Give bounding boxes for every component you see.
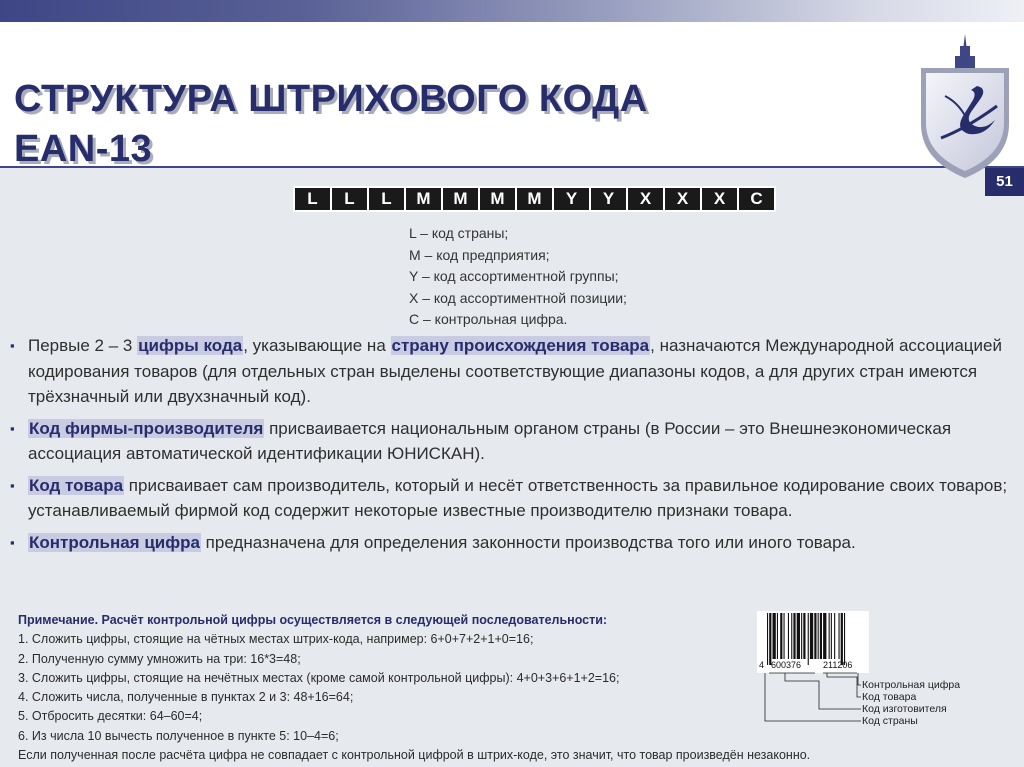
bullet-check-digit: ▪ Контрольная цифра предназначена для определения законности производства того или иного товара. — [10, 530, 1010, 556]
top-gradient-bar — [0, 0, 1024, 22]
legend-item: L – код страны; — [409, 225, 509, 241]
highlight-term: страну происхождения товара — [391, 336, 650, 355]
barcode-bar — [784, 613, 785, 659]
barcode-bar — [801, 613, 802, 659]
code-cell: M — [480, 188, 515, 210]
bullet-list — [10, 333, 1010, 561]
note-step: 6. Из числа 10 вычесть полученное в пункте 5: 10–4=6; — [18, 728, 339, 743]
barcode-bar — [839, 613, 840, 659]
code-cell: M — [517, 188, 552, 210]
title-line-1: СТРУКТУРА ШТРИХОВОГО КОДА — [14, 78, 648, 120]
university-emblem-icon — [915, 32, 1015, 180]
bullet-country-code: ▪ Первые 2 – 3 цифры кода, указывающие на страну происхождения товара, назначаются Международной ассоциацией кодирования товаров (для отдельных стран выделены соответствующие диапазоны кодов, а для других стран имеются трёхзначный или двухзначный код). — [10, 333, 1010, 410]
barcode-digit-first: 4 — [759, 660, 765, 670]
code-cell: L — [369, 188, 404, 210]
barcode-bar — [818, 613, 819, 659]
barcode-bar — [814, 613, 816, 659]
code-legend — [409, 223, 627, 331]
bullet-square-icon: ▪ — [10, 338, 15, 353]
barcode-label-manufacturer-code: Код изготовителя — [862, 703, 947, 715]
barcode-bar — [788, 613, 789, 659]
barcode-bar — [831, 613, 832, 659]
highlight-term: Контрольная цифра — [29, 532, 200, 552]
barcode-label-check-digit: Контрольная цифра — [862, 679, 961, 691]
note-footer: Если полученная после расчёта цифра не совпадает с контрольной цифрой в штрих-коде, это значит, что товар произведён незаконно. — [18, 748, 811, 763]
title-line-2: EAN-13 — [14, 128, 153, 170]
barcode-bar — [829, 613, 830, 659]
code-cell: M — [406, 188, 441, 210]
barcode-bar — [841, 613, 843, 665]
ean13-structure-bar — [293, 186, 776, 212]
note-step: 1. Сложить цифры, стоящие на чётных местах штрих-кода, например: 6+0+7+2+1+0=16; — [18, 632, 534, 647]
legend-item: M – код предприятия; — [409, 246, 550, 263]
barcode-bar — [767, 613, 768, 665]
page-number: 51 — [985, 168, 1024, 196]
code-cell: Y — [554, 188, 589, 210]
barcode-bar — [769, 613, 771, 665]
barcode-bar — [844, 613, 845, 665]
barcode-label-country-code: Код страны — [862, 715, 918, 727]
barcode-bar — [808, 613, 809, 665]
barcode-digits-group1: 600376 — [771, 660, 802, 670]
code-cell: X — [702, 188, 737, 210]
note-step: 2. Полученную сумму умножить на три: 16*3=48; — [18, 651, 301, 666]
bullet-manufacturer-code: ▪ Код фирмы-производителя присваивается национальным органом страны (в России – это Внешнеэкономическая ассоциация автоматической идентификации ЮНИСКАН). — [10, 416, 1010, 467]
barcode-digits-group2: 211206 — [823, 660, 853, 670]
note-heading: Примечание. Расчёт контрольной цифры осуществляется в следующей последовательности: — [18, 613, 608, 627]
highlight-term: Код товара — [29, 475, 124, 495]
code-cell: L — [332, 188, 367, 210]
note-step: 4. Сложить числа, полученные в пунктах 2 и 3: 48+16=64; — [18, 690, 354, 705]
barcode-bar — [791, 613, 792, 659]
legend-item: Y – код ассортиментной группы; — [409, 268, 619, 284]
barcode-bar — [777, 613, 778, 659]
barcode-bar — [797, 613, 800, 659]
barcode-label-product-code: Код товара — [862, 691, 917, 703]
bullet-square-icon: ▪ — [10, 477, 15, 493]
code-cell: L — [295, 188, 330, 210]
highlight-term: Код фирмы-производителя — [29, 418, 264, 438]
code-cell: Y — [591, 188, 626, 210]
note-step: 3. Сложить цифры, стоящие на нечётных местах (кроме самой контрольной цифры): 4+0+3+6+1+2=16; — [18, 670, 620, 685]
highlight-term: цифры кода — [138, 336, 243, 355]
header — [0, 22, 1024, 168]
barcode-bar — [803, 613, 805, 659]
page-title — [14, 74, 648, 174]
barcode-bar — [773, 613, 776, 659]
barcode-example — [757, 611, 987, 731]
barcode-bar — [810, 613, 813, 659]
barcode-bar — [793, 613, 795, 659]
note-step: 5. Отбросить десятки: 64–60=4; — [18, 709, 203, 724]
code-cell: C — [739, 188, 774, 210]
bullet-square-icon: ▪ — [10, 420, 15, 436]
bullet-product-code: ▪ Код товара присваивает сам производитель, который и несёт ответственность за правильное кодирование своих товаров; устанавливаемый фирмой код содержит некоторые известные производителю признаки товара. — [10, 473, 1010, 524]
code-cell: M — [443, 188, 478, 210]
legend-item: X – код ассортиментной позиции; — [409, 289, 627, 306]
bullet-square-icon: ▪ — [10, 534, 15, 550]
barcode-bar — [820, 613, 822, 659]
barcode-bar — [823, 613, 826, 659]
barcode-bar — [780, 613, 782, 659]
code-cell: X — [628, 188, 663, 210]
legend-item: C – контрольная цифра. — [409, 311, 568, 327]
barcode-bar — [834, 613, 835, 659]
code-cell: X — [665, 188, 700, 210]
